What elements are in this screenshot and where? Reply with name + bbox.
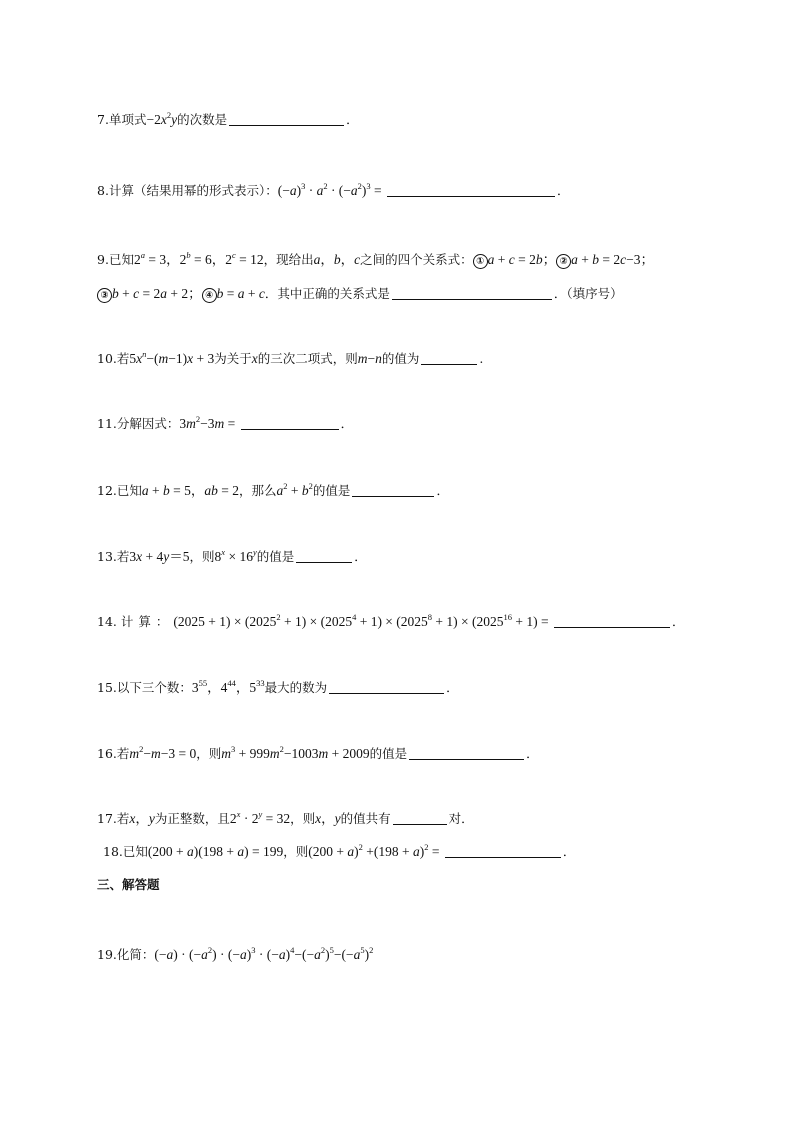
answer-blank[interactable] — [352, 484, 434, 497]
question-11: 11.分解因式：$3m^2-3m$ = ． — [97, 414, 354, 431]
answer-blank[interactable] — [387, 184, 555, 197]
question-18: 18.已知(200 + a)(198 + a) = 199，则$(200 + a)^2 +(198 + a)^2$ = ． — [103, 842, 576, 859]
answer-blank[interactable] — [392, 287, 552, 300]
option-4-marker: ④ — [202, 288, 217, 303]
answer-blank[interactable] — [229, 113, 344, 126]
question-19: 19.化简：$(-a) \cdot (-a^2) \cdot (-a)^3 \cdot (-a)^4-(-a^2)^5-(-a^5)^2$ — [97, 945, 374, 962]
answer-blank[interactable] — [421, 352, 477, 365]
section-heading: 三、解答题 — [97, 877, 160, 892]
question-14: 14. 计算：$(2025 + 1) \times (2025^2 + 1) \times (2025^4 + 1) \times (2025^8 + 1) \times (2025^{16} + 1)$ = ． — [97, 612, 685, 629]
question-10: 10.若$5x^n-(m-1)x + 3$为关于x的三次二项式，则m−n的值为 . — [97, 349, 484, 366]
question-17: 17.若x，y为正整数，且$2^x \cdot 2^y = 32$，则x，y的值共有 对． — [97, 809, 474, 826]
option-2-marker: ② — [556, 254, 571, 269]
answer-blank[interactable] — [296, 550, 352, 563]
answer-blank[interactable] — [554, 615, 670, 628]
q7-number: 7. — [97, 112, 109, 127]
question-16: 16.若$m^2-m-3 = 0$，则$m^3 + 999m^2-1003m + 2009$的值是 ． — [97, 744, 539, 761]
question-9: 9.已知$2^a = 3$，$2^b = 6$，$2^c = 12$，现给出a，b，c之间的四个关系式： ① a + c = 2b； ② a + b = 2c−3； — [97, 250, 655, 267]
question-7: 7.单项式$-2x^2y$的次数是 ． — [97, 110, 359, 127]
question-15: 15.以下三个数：$3^{55}$，$4^{44}$，$5^{33}$最大的数为 ． — [97, 678, 459, 695]
answer-blank[interactable] — [445, 845, 561, 858]
answer-blank[interactable] — [393, 812, 447, 825]
option-1-marker: ① — [473, 254, 488, 269]
question-8: 8.计算（结果用幂的形式表示）：$(-a)^3 \cdot a^2 \cdot (-a^2)^3$ = ． — [97, 181, 570, 198]
question-13: 13.若3x + 4y＝5，则$8^x \times 16^y$的值是 ． — [97, 547, 367, 564]
question-9-line-2: ③ b + c = 2a + 2； ④ b = a + c．其中正确的关系式是 ．（填序号） — [97, 285, 623, 303]
answer-blank[interactable] — [409, 747, 524, 760]
q8-formula: $(-a)^3 \cdot a^2 \cdot (-a^2)^3$ = — [277, 181, 386, 198]
q9-conditions: $2^a = 3$，$2^b = 6$，$2^c = 12$ — [133, 250, 264, 267]
answer-blank[interactable] — [329, 681, 444, 694]
option-3-marker: ③ — [97, 288, 112, 303]
answer-blank[interactable] — [241, 417, 339, 430]
question-12: 12.已知a + b = 5，ab = 2，那么$a^2 + b^2$的值是 ． — [97, 481, 449, 498]
q7-formula: $-2x^2y$ — [146, 110, 178, 127]
